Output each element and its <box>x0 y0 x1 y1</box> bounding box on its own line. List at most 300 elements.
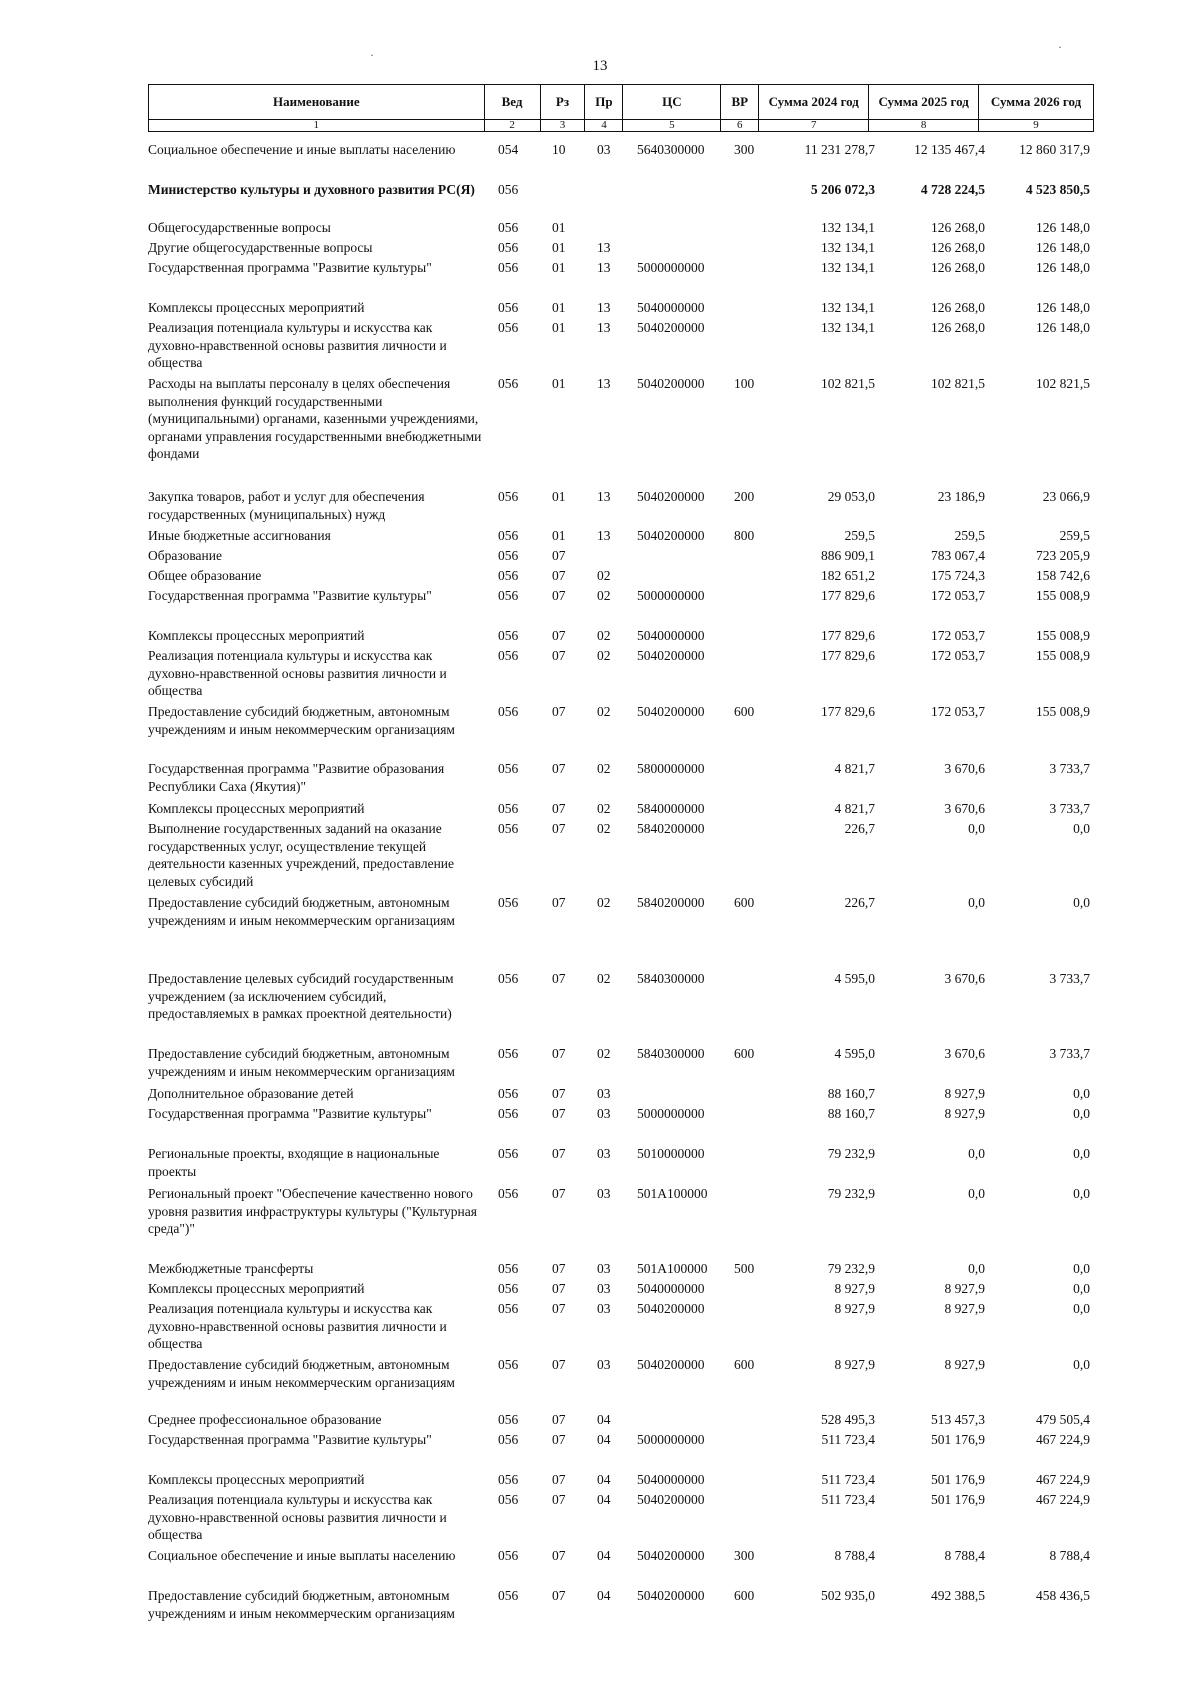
cell-ved: 056 <box>498 489 519 504</box>
cell-ved: 056 <box>498 971 519 986</box>
cell-name: Социальное обеспечение и иные выплаты населению <box>148 1548 456 1563</box>
cell-rz: 07 <box>552 821 566 836</box>
cell-s26: 0,0 <box>1073 1357 1090 1372</box>
cell-s26: 0,0 <box>1073 1186 1090 1201</box>
cell-s25: 8 927,9 <box>944 1357 985 1372</box>
cell-s24: 29 053,0 <box>827 489 875 504</box>
cell-cs: 5010000000 <box>637 1146 705 1161</box>
cell-name: Государственная программа "Развитие образования Республики Саха (Якутия)" <box>148 761 445 794</box>
cell-name: Реализация потенциала культуры и искусства как духовно-нравственной основы развития личности и общества <box>148 1492 447 1542</box>
column-header-vr: ВР <box>721 85 759 120</box>
cell-cs: 5840000000 <box>637 801 705 816</box>
cell-s26: 467 224,9 <box>1036 1432 1090 1447</box>
column-header-pr: Пр <box>585 85 623 120</box>
cell-s24: 886 909,1 <box>821 548 875 563</box>
cell-cs: 5840200000 <box>637 895 705 910</box>
cell-pr: 03 <box>597 1281 611 1296</box>
cell-ved: 056 <box>498 648 519 663</box>
cell-s25: 4 728 224,5 <box>920 182 985 197</box>
column-number: 9 <box>979 120 1094 132</box>
cell-cs: 5040200000 <box>637 1588 705 1603</box>
cell-name: Государственная программа "Развитие культуры" <box>148 260 432 275</box>
column-number: 2 <box>484 120 540 132</box>
cell-s26: 23 066,9 <box>1042 489 1090 504</box>
cell-rz: 07 <box>552 1146 566 1161</box>
cell-pr: 13 <box>597 489 611 504</box>
cell-ved: 056 <box>498 588 519 603</box>
cell-s26: 0,0 <box>1073 1301 1090 1316</box>
cell-vr: 300 <box>734 1548 755 1563</box>
cell-name: Среднее профессиональное образование <box>148 1412 382 1427</box>
column-header-sum-2024: Сумма 2024 год <box>759 85 869 120</box>
cell-cs: 5040200000 <box>637 528 705 543</box>
cell-s24: 511 723,4 <box>821 1432 875 1447</box>
cell-rz: 07 <box>552 1472 566 1487</box>
cell-name: Общее образование <box>148 568 262 583</box>
cell-s25: 12 135 467,4 <box>914 142 985 157</box>
cell-ved: 056 <box>498 1086 519 1101</box>
cell-name: Комплексы процессных мероприятий <box>148 1281 365 1296</box>
cell-s25: 513 457,3 <box>931 1412 985 1427</box>
cell-pr: 02 <box>597 801 611 816</box>
cell-pr: 13 <box>597 376 611 391</box>
scan-speck: · <box>370 48 374 62</box>
cell-rz: 07 <box>552 628 566 643</box>
cell-s26: 126 148,0 <box>1036 300 1090 315</box>
cell-cs: 5840300000 <box>637 1046 705 1061</box>
cell-s26: 479 505,4 <box>1036 1412 1090 1427</box>
cell-s24: 4 595,0 <box>834 971 875 986</box>
column-number: 8 <box>869 120 979 132</box>
cell-ved: 056 <box>498 1046 519 1061</box>
cell-s26: 0,0 <box>1073 1086 1090 1101</box>
cell-name: Государственная программа "Развитие культуры" <box>148 588 432 603</box>
cell-name: Реализация потенциала культуры и искусства как духовно-нравственной основы развития личности и общества <box>148 320 447 370</box>
cell-s24: 132 134,1 <box>821 240 875 255</box>
cell-rz: 07 <box>552 761 566 776</box>
cell-pr: 13 <box>597 320 611 335</box>
cell-s24: 226,7 <box>844 821 875 836</box>
cell-cs: 5040200000 <box>637 704 705 719</box>
cell-s25: 102 821,5 <box>931 376 985 391</box>
cell-s24: 177 829,6 <box>821 648 875 663</box>
cell-s26: 0,0 <box>1073 1146 1090 1161</box>
cell-s26: 3 733,7 <box>1049 971 1090 986</box>
cell-pr: 03 <box>597 1086 611 1101</box>
cell-s25: 8 927,9 <box>944 1301 985 1316</box>
cell-name: Реализация потенциала культуры и искусства как духовно-нравственной основы развития личности и общества <box>148 1301 447 1351</box>
cell-ved: 056 <box>498 182 519 197</box>
cell-s25: 172 053,7 <box>931 628 985 643</box>
cell-pr: 04 <box>597 1432 611 1447</box>
cell-ved: 056 <box>498 240 519 255</box>
cell-ved: 056 <box>498 320 519 335</box>
cell-name: Региональные проекты, входящие в национальные проекты <box>148 1146 440 1179</box>
cell-s24: 8 927,9 <box>834 1281 875 1296</box>
cell-s26: 126 148,0 <box>1036 220 1090 235</box>
cell-name: Расходы на выплаты персоналу в целях обеспечения выполнения функций государственными (муниципальными) органами, казенными учреждениями, органами управления государственными внебюджетными фондами <box>148 376 482 461</box>
cell-s24: 79 232,9 <box>827 1146 875 1161</box>
cell-s24: 177 829,6 <box>821 628 875 643</box>
cell-s25: 126 268,0 <box>931 220 985 235</box>
cell-cs: 5000000000 <box>637 1106 705 1121</box>
cell-cs: 5840300000 <box>637 971 705 986</box>
scan-speck: · <box>1058 40 1062 54</box>
cell-s25: 126 268,0 <box>931 260 985 275</box>
cell-ved: 056 <box>498 821 519 836</box>
cell-s24: 4 595,0 <box>834 1046 875 1061</box>
cell-cs: 5040200000 <box>637 1492 705 1507</box>
cell-vr: 800 <box>734 528 755 543</box>
cell-cs: 5040000000 <box>637 1281 705 1296</box>
cell-ved: 054 <box>498 142 519 157</box>
cell-name: Другие общегосударственные вопросы <box>148 240 373 255</box>
column-header-rz: Рз <box>540 85 585 120</box>
cell-s26: 4 523 850,5 <box>1025 182 1090 197</box>
cell-cs: 5000000000 <box>637 1432 705 1447</box>
cell-ved: 056 <box>498 260 519 275</box>
cell-cs: 5040200000 <box>637 489 705 504</box>
cell-s26: 155 008,9 <box>1036 628 1090 643</box>
cell-rz: 07 <box>552 895 566 910</box>
cell-s25: 492 388,5 <box>931 1588 985 1603</box>
cell-pr: 03 <box>597 142 611 157</box>
cell-s24: 4 821,7 <box>834 761 875 776</box>
cell-s26: 458 436,5 <box>1036 1588 1090 1603</box>
cell-name: Иные бюджетные ассигнования <box>148 528 331 543</box>
cell-s26: 0,0 <box>1073 1261 1090 1276</box>
cell-vr: 600 <box>734 895 755 910</box>
column-header-sum-2025: Сумма 2025 год <box>869 85 979 120</box>
cell-name: Комплексы процессных мероприятий <box>148 801 365 816</box>
cell-cs: 5000000000 <box>637 260 705 275</box>
cell-s24: 511 723,4 <box>821 1492 875 1507</box>
cell-cs: 5040000000 <box>637 1472 705 1487</box>
cell-pr: 02 <box>597 588 611 603</box>
cell-rz: 10 <box>552 142 566 157</box>
cell-vr: 600 <box>734 1357 755 1372</box>
column-header-ved: Вед <box>484 85 540 120</box>
cell-ved: 056 <box>498 761 519 776</box>
cell-name: Комплексы процессных мероприятий <box>148 300 365 315</box>
cell-vr: 600 <box>734 1046 755 1061</box>
cell-s24: 259,5 <box>844 528 875 543</box>
cell-ved: 056 <box>498 528 519 543</box>
cell-s24: 79 232,9 <box>827 1261 875 1276</box>
cell-s26: 126 148,0 <box>1036 320 1090 335</box>
cell-s25: 0,0 <box>968 895 985 910</box>
cell-s25: 126 268,0 <box>931 240 985 255</box>
cell-s25: 8 927,9 <box>944 1106 985 1121</box>
cell-rz: 07 <box>552 1588 566 1603</box>
cell-s26: 155 008,9 <box>1036 704 1090 719</box>
cell-s26: 259,5 <box>1059 528 1090 543</box>
cell-pr: 13 <box>597 260 611 275</box>
cell-s24: 79 232,9 <box>827 1186 875 1201</box>
cell-name: Государственная программа "Развитие культуры" <box>148 1432 432 1447</box>
cell-s24: 182 651,2 <box>821 568 875 583</box>
cell-s26: 0,0 <box>1073 1106 1090 1121</box>
cell-s26: 3 733,7 <box>1049 761 1090 776</box>
cell-rz: 07 <box>552 1186 566 1201</box>
cell-name: Выполнение государственных заданий на оказание государственных услуг, осуществление текущей деятельности казенных учреждений, предоставление целевых субсидий <box>148 821 455 889</box>
cell-name: Предоставление целевых субсидий государственным учреждением (за исключением субсидий, предоставляемых в рамках проектной деятельности) <box>148 971 454 1021</box>
cell-s25: 23 186,9 <box>937 489 985 504</box>
cell-rz: 01 <box>552 489 566 504</box>
cell-s26: 102 821,5 <box>1036 376 1090 391</box>
cell-s24: 132 134,1 <box>821 320 875 335</box>
cell-pr: 04 <box>597 1492 611 1507</box>
cell-name: Общегосударственные вопросы <box>148 220 331 235</box>
cell-ved: 056 <box>498 628 519 643</box>
cell-rz: 07 <box>552 588 566 603</box>
cell-s26: 3 733,7 <box>1049 801 1090 816</box>
cell-s26: 467 224,9 <box>1036 1492 1090 1507</box>
cell-rz: 07 <box>552 1046 566 1061</box>
column-number: 5 <box>623 120 721 132</box>
cell-s24: 8 927,9 <box>834 1357 875 1372</box>
cell-cs: 5000000000 <box>637 588 705 603</box>
column-number: 3 <box>540 120 585 132</box>
cell-s25: 126 268,0 <box>931 300 985 315</box>
cell-pr: 04 <box>597 1588 611 1603</box>
cell-ved: 056 <box>498 1472 519 1487</box>
cell-cs: 5040200000 <box>637 376 705 391</box>
cell-cs: 501A100000 <box>637 1186 708 1201</box>
cell-s26: 723 205,9 <box>1036 548 1090 563</box>
cell-pr: 04 <box>597 1472 611 1487</box>
cell-ved: 056 <box>498 895 519 910</box>
cell-s24: 132 134,1 <box>821 220 875 235</box>
cell-rz: 07 <box>552 1412 566 1427</box>
cell-rz: 01 <box>552 376 566 391</box>
cell-rz: 07 <box>552 1301 566 1316</box>
cell-ved: 056 <box>498 220 519 235</box>
cell-name: Государственная программа "Развитие культуры" <box>148 1106 432 1121</box>
cell-s25: 783 067,4 <box>931 548 985 563</box>
cell-pr: 02 <box>597 568 611 583</box>
cell-cs: 5040200000 <box>637 320 705 335</box>
cell-name: Министерство культуры и духовного развития РС(Я) <box>148 182 475 197</box>
page-number: 13 <box>592 58 608 74</box>
cell-s25: 0,0 <box>968 1146 985 1161</box>
cell-rz: 01 <box>552 220 566 235</box>
cell-cs: 5640300000 <box>637 142 705 157</box>
cell-ved: 056 <box>498 1106 519 1121</box>
cell-vr: 300 <box>734 142 755 157</box>
cell-cs: 5040200000 <box>637 1548 705 1563</box>
cell-s25: 3 670,6 <box>944 761 985 776</box>
cell-s24: 88 160,7 <box>827 1106 875 1121</box>
cell-s26: 155 008,9 <box>1036 648 1090 663</box>
cell-s26: 155 008,9 <box>1036 588 1090 603</box>
cell-pr: 02 <box>597 704 611 719</box>
cell-rz: 07 <box>552 1357 566 1372</box>
cell-vr: 100 <box>734 376 755 391</box>
cell-name: Предоставление субсидий бюджетным, автономным учреждениям и иным некоммерческим организациям <box>148 1588 455 1621</box>
cell-pr: 04 <box>597 1412 611 1427</box>
cell-name: Социальное обеспечение и иные выплаты населению <box>148 142 456 157</box>
cell-s24: 177 829,6 <box>821 704 875 719</box>
cell-ved: 056 <box>498 1146 519 1161</box>
cell-name: Образование <box>148 548 222 563</box>
cell-s25: 259,5 <box>954 528 985 543</box>
cell-rz: 01 <box>552 320 566 335</box>
cell-name: Предоставление субсидий бюджетным, автономным учреждениям и иным некоммерческим организациям <box>148 1357 455 1390</box>
cell-pr: 03 <box>597 1261 611 1276</box>
cell-rz: 07 <box>552 1086 566 1101</box>
cell-s25: 8 927,9 <box>944 1281 985 1296</box>
cell-pr: 13 <box>597 300 611 315</box>
cell-name: Предоставление субсидий бюджетным, автономным учреждениям и иным некоммерческим организациям <box>148 895 455 928</box>
column-header-name: Наименование <box>149 85 485 120</box>
cell-s25: 0,0 <box>968 821 985 836</box>
cell-ved: 056 <box>498 1186 519 1201</box>
column-header-sum-2026: Сумма 2026 год <box>979 85 1094 120</box>
column-header-cs: ЦС <box>623 85 721 120</box>
cell-s25: 172 053,7 <box>931 648 985 663</box>
cell-s26: 0,0 <box>1073 1281 1090 1296</box>
cell-s25: 172 053,7 <box>931 588 985 603</box>
cell-rz: 01 <box>552 240 566 255</box>
cell-pr: 02 <box>597 971 611 986</box>
cell-name: Реализация потенциала культуры и искусства как духовно-нравственной основы развития личности и общества <box>148 648 447 698</box>
cell-rz: 01 <box>552 260 566 275</box>
cell-s24: 8 788,4 <box>834 1548 875 1563</box>
cell-s25: 3 670,6 <box>944 801 985 816</box>
cell-s24: 226,7 <box>844 895 875 910</box>
cell-ved: 056 <box>498 376 519 391</box>
cell-ved: 056 <box>498 1548 519 1563</box>
cell-rz: 07 <box>552 1492 566 1507</box>
cell-cs: 5040200000 <box>637 648 705 663</box>
cell-pr: 03 <box>597 1146 611 1161</box>
cell-name: Региональный проект "Обеспечение качественно нового уровня развития инфраструктуры культуры ("Культурная среда")" <box>148 1186 477 1236</box>
cell-s24: 132 134,1 <box>821 300 875 315</box>
cell-s25: 0,0 <box>968 1186 985 1201</box>
cell-s26: 467 224,9 <box>1036 1472 1090 1487</box>
cell-cs: 5040000000 <box>637 300 705 315</box>
cell-ved: 056 <box>498 1301 519 1316</box>
cell-pr: 03 <box>597 1106 611 1121</box>
cell-pr: 02 <box>597 821 611 836</box>
cell-s26: 126 148,0 <box>1036 240 1090 255</box>
cell-s25: 126 268,0 <box>931 320 985 335</box>
cell-s26: 12 860 317,9 <box>1019 142 1090 157</box>
cell-s24: 5 206 072,3 <box>810 182 875 197</box>
cell-name: Закупка товаров, работ и услуг для обеспечения государственных (муниципальных) нужд <box>148 489 425 522</box>
cell-s25: 8 927,9 <box>944 1086 985 1101</box>
cell-name: Предоставление субсидий бюджетным, автономным учреждениям и иным некоммерческим организациям <box>148 1046 455 1079</box>
cell-pr: 03 <box>597 1357 611 1372</box>
cell-s24: 11 231 278,7 <box>804 142 875 157</box>
cell-rz: 07 <box>552 971 566 986</box>
cell-ved: 056 <box>498 568 519 583</box>
cell-rz: 07 <box>552 548 566 563</box>
cell-ved: 056 <box>498 1492 519 1507</box>
cell-s26: 126 148,0 <box>1036 260 1090 275</box>
cell-vr: 600 <box>734 704 755 719</box>
cell-s26: 3 733,7 <box>1049 1046 1090 1061</box>
cell-s25: 0,0 <box>968 1261 985 1276</box>
cell-name: Комплексы процессных мероприятий <box>148 628 365 643</box>
cell-rz: 07 <box>552 1261 566 1276</box>
cell-rz: 07 <box>552 704 566 719</box>
cell-name: Комплексы процессных мероприятий <box>148 1472 365 1487</box>
cell-s25: 3 670,6 <box>944 1046 985 1061</box>
cell-ved: 056 <box>498 1432 519 1447</box>
cell-cs: 5040000000 <box>637 628 705 643</box>
cell-vr: 600 <box>734 1588 755 1603</box>
column-number: 1 <box>149 120 485 132</box>
cell-s24: 177 829,6 <box>821 588 875 603</box>
cell-ved: 056 <box>498 1261 519 1276</box>
cell-rz: 07 <box>552 801 566 816</box>
cell-s25: 501 176,9 <box>931 1492 985 1507</box>
cell-rz: 01 <box>552 528 566 543</box>
cell-ved: 056 <box>498 300 519 315</box>
cell-s25: 8 788,4 <box>944 1548 985 1563</box>
table-header <box>148 84 1094 132</box>
cell-ved: 056 <box>498 1412 519 1427</box>
cell-s26: 0,0 <box>1073 895 1090 910</box>
cell-rz: 01 <box>552 300 566 315</box>
cell-s26: 158 742,6 <box>1036 568 1090 583</box>
cell-pr: 13 <box>597 528 611 543</box>
cell-s24: 102 821,5 <box>821 376 875 391</box>
cell-vr: 200 <box>734 489 755 504</box>
cell-rz: 07 <box>552 648 566 663</box>
cell-rz: 07 <box>552 1548 566 1563</box>
cell-pr: 13 <box>597 240 611 255</box>
cell-s25: 172 053,7 <box>931 704 985 719</box>
cell-s24: 502 935,0 <box>821 1588 875 1603</box>
cell-s24: 88 160,7 <box>827 1086 875 1101</box>
cell-vr: 500 <box>734 1261 755 1276</box>
column-number: 6 <box>721 120 759 132</box>
cell-pr: 02 <box>597 761 611 776</box>
cell-cs: 5040200000 <box>637 1301 705 1316</box>
cell-s24: 528 495,3 <box>821 1412 875 1427</box>
cell-s24: 8 927,9 <box>834 1301 875 1316</box>
cell-rz: 07 <box>552 568 566 583</box>
cell-s24: 132 134,1 <box>821 260 875 275</box>
cell-cs: 5040200000 <box>637 1357 705 1372</box>
cell-name: Предоставление субсидий бюджетным, автономным учреждениям и иным некоммерческим организациям <box>148 704 455 737</box>
cell-pr: 03 <box>597 1186 611 1201</box>
cell-s24: 4 821,7 <box>834 801 875 816</box>
column-number: 4 <box>585 120 623 132</box>
cell-s25: 501 176,9 <box>931 1432 985 1447</box>
cell-ved: 056 <box>498 1588 519 1603</box>
cell-pr: 04 <box>597 1548 611 1563</box>
cell-cs: 5840200000 <box>637 821 705 836</box>
cell-rz: 07 <box>552 1106 566 1121</box>
cell-ved: 056 <box>498 548 519 563</box>
cell-name: Межбюджетные трансферты <box>148 1261 314 1276</box>
column-number: 7 <box>759 120 869 132</box>
cell-pr: 02 <box>597 648 611 663</box>
cell-s26: 0,0 <box>1073 821 1090 836</box>
cell-pr: 02 <box>597 895 611 910</box>
cell-s25: 3 670,6 <box>944 971 985 986</box>
cell-pr: 02 <box>597 1046 611 1061</box>
cell-s25: 501 176,9 <box>931 1472 985 1487</box>
cell-ved: 056 <box>498 1357 519 1372</box>
cell-pr: 02 <box>597 628 611 643</box>
cell-cs: 501A100000 <box>637 1261 708 1276</box>
cell-name: Дополнительное образование детей <box>148 1086 354 1101</box>
